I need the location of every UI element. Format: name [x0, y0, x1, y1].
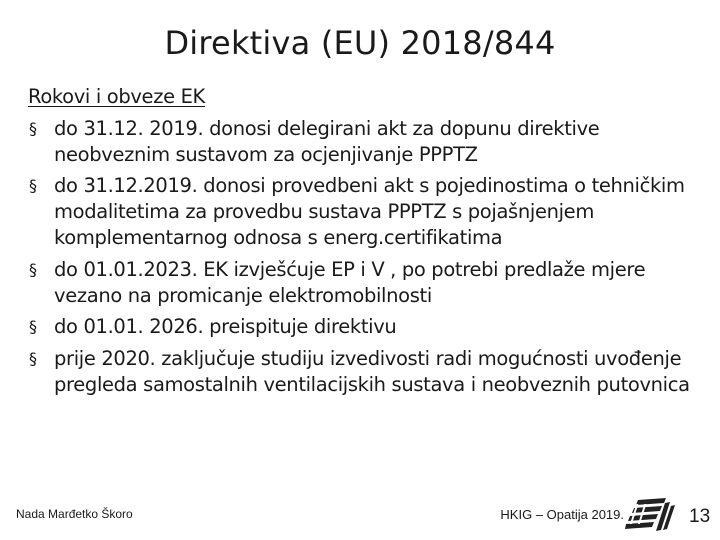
- bullet-text: do 01.01. 2026. preispituje direktivu: [54, 315, 397, 338]
- list-item: [28, 346, 714, 398]
- slide-content: [28, 84, 714, 398]
- bullet-text: do 31.12. 2019. donosi delegirani akt za dopunu direktive neobveznim sustavom za ocjenjivanje PPPTZ: [54, 116, 600, 166]
- bullet-square-icon: §: [29, 317, 37, 336]
- bullet-square-icon: §: [29, 259, 37, 279]
- footer-event: HKIG – Opatija 2019.: [500, 507, 624, 522]
- hkig-logo-icon: [625, 496, 677, 534]
- bullet-list: [28, 116, 714, 398]
- bullet-square-icon: §: [29, 348, 37, 368]
- page-number: 13: [689, 506, 711, 527]
- list-item: [28, 257, 714, 309]
- slide-title: Direktiva (EU) 2018/844: [164, 24, 556, 62]
- footer-author: Nada Marđetko Škoro: [16, 507, 133, 521]
- list-item: [28, 173, 714, 251]
- list-item: [28, 314, 714, 340]
- list-item: [28, 116, 714, 168]
- section-heading: Rokovi i obveze EK: [28, 85, 205, 108]
- bullet-square-icon: §: [29, 176, 37, 195]
- bullet-square-icon: §: [29, 118, 37, 138]
- bullet-text: do 01.01.2023. EK izvješćuje EP i V , po potrebi predlaže mjere vezano na promicanje elektromobilnosti: [54, 257, 646, 307]
- bullet-text: do 31.12.2019. donosi provedbeni akt s pojedinostima o tehničkim modalitetima za provedbu sustava PPPTZ s pojašnjenjem komplementarnog odnosa s energ.certifikatima: [54, 174, 685, 249]
- bullet-text: prije 2020. zaključuje studiju izvedivosti radi mogućnosti uvođenje pregleda samostalnih ventilacijskih sustava i neobveznih putovnica: [54, 346, 690, 396]
